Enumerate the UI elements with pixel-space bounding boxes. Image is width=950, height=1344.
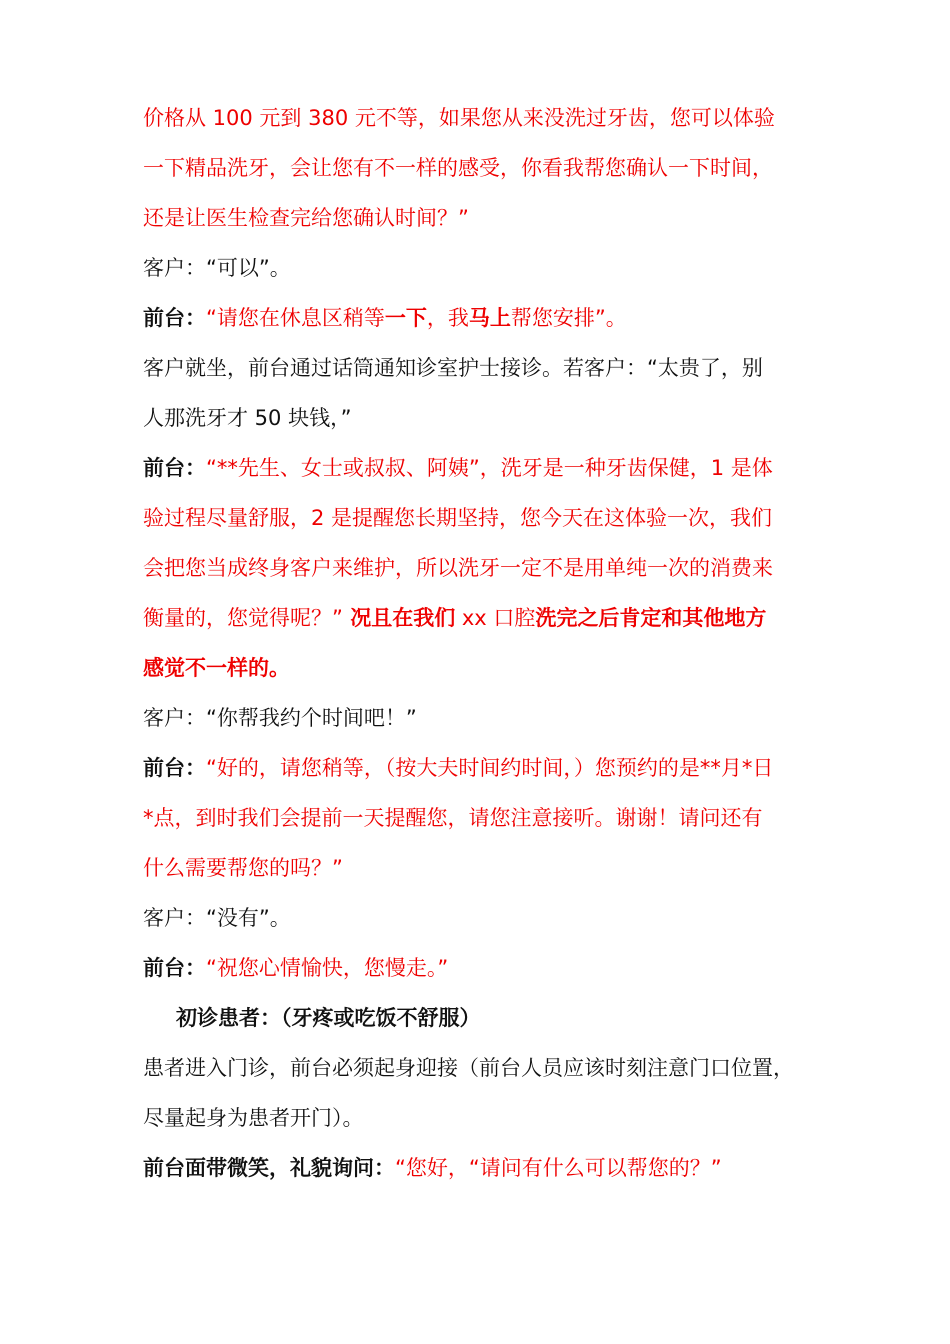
text-line [143,243,815,293]
text-line [143,593,815,643]
text-line [143,1143,815,1193]
text-line [143,1043,815,1093]
text-run: 客户：“你帮我约个时间吧！” [143,706,417,730]
text-run: “好的，请您稍等，（按大夫时间约时间，）您预约的是**月*日 [206,756,774,780]
text-line [143,643,815,693]
text-run: 客户：“没有”。 [143,906,291,930]
text-run: 客户：“可以”。 [143,256,291,280]
text-run: 什么需要帮您的吗？” [143,856,343,880]
text-line [143,843,815,893]
document-page [143,93,815,1193]
text-line [143,693,815,743]
text-line [143,943,815,993]
text-line [143,993,815,1043]
text-run: 一下 [384,306,427,330]
text-run: 人那洗牙才 50 块钱，” [143,406,352,430]
text-line [143,193,815,243]
text-run: 况且在我们 [342,606,456,630]
text-run: 前台： [143,956,206,980]
text-line [143,893,815,943]
text-line [143,743,815,793]
text-run: 会把您当成终身客户来维护，所以洗牙一定不是用单纯一次的消费来 [143,556,773,580]
text-run: xx 口腔 [455,606,536,630]
text-run: 洗完之后肯定和其他地方 [535,606,767,630]
text-run: ，我 [426,306,469,330]
text-line [143,793,815,843]
document-body [143,93,815,1193]
text-run: “祝您心情愉快，您慢走。” [206,956,449,980]
text-line [143,343,815,393]
text-run: 一下精品洗牙，会让您有不一样的感受，你看我帮您确认一下时间， [143,156,773,180]
text-run: 前台： [143,756,206,780]
text-run: 帮您安排”。 [510,306,627,330]
text-run: 前台： [143,456,206,480]
text-run: “**先生、女士或叔叔、阿姨”，洗牙是一种牙齿保健，1 是体 [206,456,773,480]
text-run: “请您在休息区稍等 [206,306,385,330]
text-run: 感觉不一样的。 [143,656,290,680]
text-line [143,1093,815,1143]
text-run: 客户就坐，前台通过话筒通知诊室护士接诊。若客户：“太贵了，别 [143,356,763,380]
text-line [143,443,815,493]
text-run: 验过程尽量舒服，2 是提醒您长期坚持，您今天在这体验一次，我们 [143,506,773,530]
text-line [143,493,815,543]
text-run: 衡量的，您觉得呢？” [143,606,343,630]
text-line [143,543,815,593]
text-run: 患者进入门诊，前台必须起身迎接（前台人员应该时刻注意门口位置， [143,1056,794,1080]
text-line [143,93,815,143]
text-run: 还是让医生检查完给您确认时间？” [143,206,469,230]
text-run: 前台面带微笑，礼貌询问： [143,1156,395,1180]
text-line [143,143,815,193]
text-run: 尽量起身为患者开门）。 [143,1106,364,1130]
text-run: 价格从 100 元到 380 元不等，如果您从来没洗过牙齿，您可以体验 [143,106,775,130]
text-line [143,293,815,343]
text-line [143,393,815,443]
text-run: “您好，“请问有什么可以帮您的？” [395,1156,722,1180]
text-run: 初诊患者：（牙疼或吃饭不舒服） [176,1006,481,1030]
text-run: 前台： [143,306,206,330]
text-run: *点，到时我们会提前一天提醒您，请您注意接听。谢谢！请问还有 [143,806,763,830]
text-run: 马上 [468,306,511,330]
